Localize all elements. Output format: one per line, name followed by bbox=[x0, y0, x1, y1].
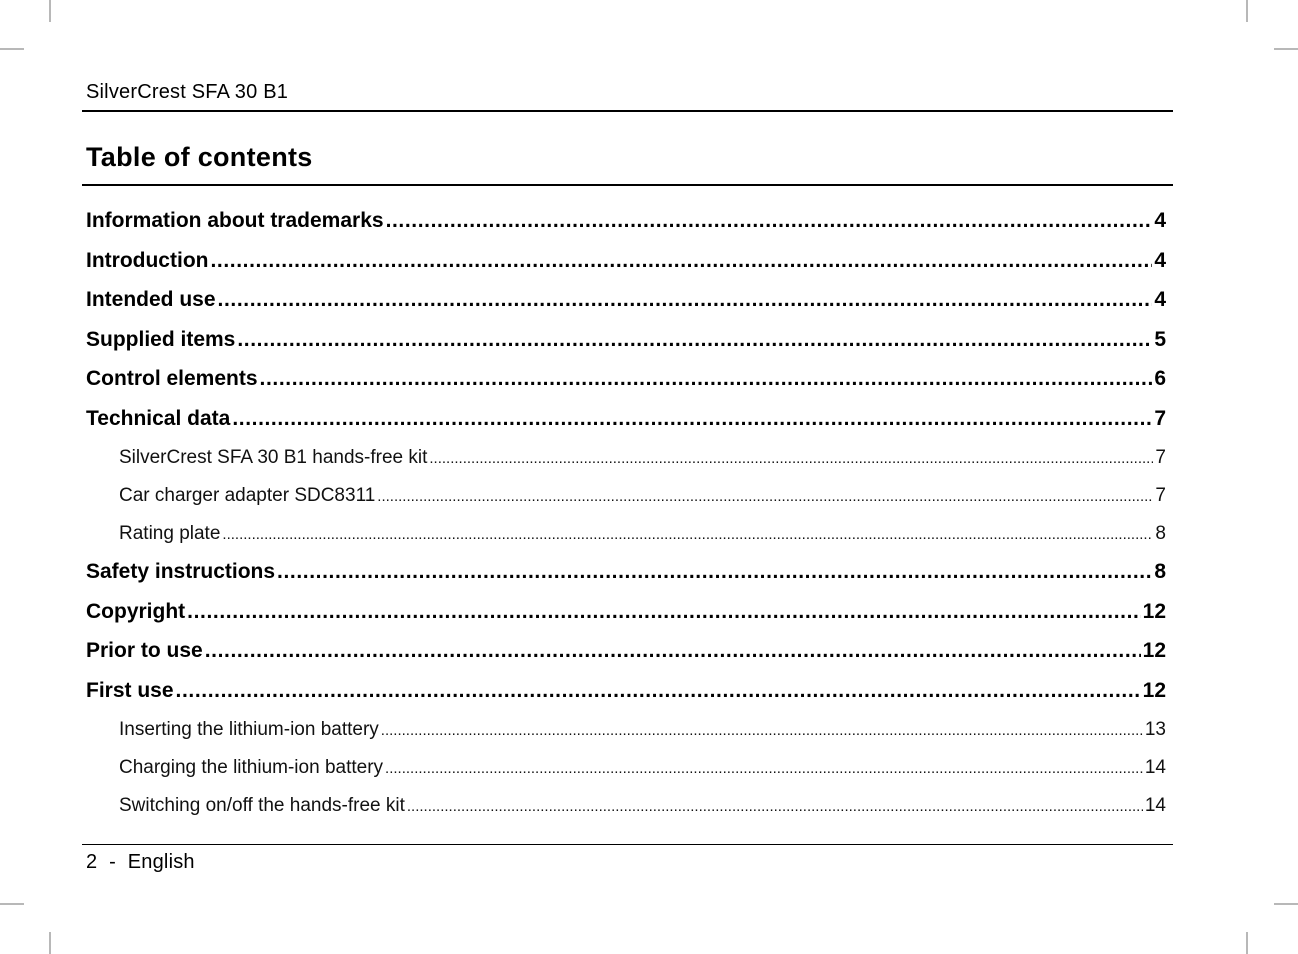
crop-mark bbox=[1246, 0, 1248, 22]
toc-entry[interactable] bbox=[86, 285, 1166, 325]
crop-mark bbox=[1246, 932, 1248, 954]
toc-entry-page: 12 bbox=[1142, 599, 1166, 623]
page-footer bbox=[86, 851, 195, 874]
toc-entry-page: 8 bbox=[1154, 560, 1166, 583]
toc-entry[interactable] bbox=[86, 557, 1166, 597]
toc-dot-leader bbox=[232, 404, 1152, 434]
toc-entry[interactable] bbox=[86, 246, 1166, 286]
toc-entry-label: Rating plate bbox=[119, 523, 221, 544]
toc-subentry[interactable] bbox=[86, 753, 1166, 791]
title-rule bbox=[82, 184, 1173, 186]
toc-entry-label: Copyright bbox=[86, 599, 186, 623]
crop-mark bbox=[0, 903, 24, 905]
toc-dot-leader bbox=[237, 325, 1152, 355]
crop-mark bbox=[1274, 48, 1298, 50]
toc-dot-leader bbox=[260, 364, 1153, 394]
toc-entry[interactable] bbox=[86, 325, 1166, 365]
toc-entry-page: 12 bbox=[1142, 678, 1166, 702]
crop-mark bbox=[49, 932, 51, 954]
toc-entry-label: SilverCrest SFA 30 B1 hands-free kit bbox=[119, 447, 428, 468]
toc-entry-label: Car charger adapter SDC8311 bbox=[119, 485, 376, 506]
toc-dot-leader bbox=[277, 557, 1152, 587]
toc-entry-page: 13 bbox=[1144, 719, 1166, 740]
toc-entry-page: 14 bbox=[1144, 795, 1166, 816]
toc-dot-leader bbox=[381, 716, 1143, 746]
toc-subentry[interactable] bbox=[86, 715, 1166, 753]
toc-entry-label: Supplied items bbox=[86, 327, 236, 351]
toc-entry-label: Charging the lithium-ion battery bbox=[119, 757, 384, 778]
toc-entry[interactable] bbox=[86, 597, 1166, 637]
header-rule bbox=[82, 110, 1173, 112]
toc-entry-label: Switching on/off the hands-free kit bbox=[119, 795, 405, 816]
toc-dot-leader bbox=[385, 754, 1143, 784]
toc-dot-leader bbox=[377, 482, 1153, 512]
page-title: Table of contents bbox=[86, 142, 313, 172]
toc-entry-page: 5 bbox=[1154, 327, 1166, 351]
toc-entry-page: 4 bbox=[1154, 288, 1166, 311]
toc-entry[interactable] bbox=[86, 404, 1166, 444]
toc-dot-leader bbox=[429, 444, 1153, 474]
crop-mark bbox=[1274, 903, 1298, 905]
toc-entry-label: Intended use bbox=[86, 288, 216, 311]
toc-entry-page: 7 bbox=[1155, 485, 1166, 506]
toc-subentry[interactable] bbox=[86, 791, 1166, 829]
footer-separator: - bbox=[109, 851, 116, 873]
table-of-contents bbox=[86, 206, 1166, 829]
toc-dot-leader bbox=[222, 520, 1153, 550]
crop-mark bbox=[0, 48, 24, 50]
toc-entry[interactable] bbox=[86, 364, 1166, 404]
toc-entry-label: Prior to use bbox=[86, 639, 203, 662]
toc-dot-leader bbox=[407, 792, 1143, 822]
toc-entry-label: Technical data bbox=[86, 406, 231, 430]
toc-subentry[interactable] bbox=[86, 443, 1166, 481]
toc-entry[interactable] bbox=[86, 676, 1166, 716]
toc-dot-leader bbox=[218, 285, 1153, 315]
toc-dot-leader bbox=[187, 597, 1140, 627]
crop-mark bbox=[49, 0, 51, 22]
toc-subentry[interactable] bbox=[86, 481, 1166, 519]
running-header: SilverCrest SFA 30 B1 bbox=[86, 81, 289, 103]
footer-language: English bbox=[127, 851, 195, 873]
toc-entry-page: 4 bbox=[1154, 248, 1166, 272]
toc-entry[interactable] bbox=[86, 206, 1166, 246]
toc-entry-label: Information about trademarks bbox=[86, 209, 384, 232]
toc-subentry[interactable] bbox=[86, 519, 1166, 557]
toc-dot-leader bbox=[386, 206, 1153, 236]
toc-entry-page: 12 bbox=[1142, 639, 1166, 662]
toc-entry[interactable] bbox=[86, 636, 1166, 676]
toc-dot-leader bbox=[210, 246, 1152, 276]
toc-entry-label: Control elements bbox=[86, 367, 258, 390]
toc-dot-leader bbox=[205, 636, 1141, 666]
toc-entry-page: 4 bbox=[1154, 209, 1166, 232]
toc-entry-label: First use bbox=[86, 678, 174, 702]
toc-entry-page: 14 bbox=[1144, 757, 1166, 778]
toc-entry-page: 8 bbox=[1155, 523, 1166, 544]
toc-entry-page: 7 bbox=[1155, 447, 1166, 468]
toc-entry-label: Inserting the lithium-ion battery bbox=[119, 719, 379, 740]
toc-entry-page: 7 bbox=[1154, 406, 1166, 430]
toc-dot-leader bbox=[176, 676, 1141, 706]
toc-entry-label: Safety instructions bbox=[86, 560, 276, 583]
toc-entry-label: Introduction bbox=[86, 248, 209, 272]
footer-rule bbox=[82, 844, 1173, 845]
footer-page-number: 2 bbox=[86, 851, 98, 873]
toc-entry-page: 6 bbox=[1154, 367, 1166, 390]
